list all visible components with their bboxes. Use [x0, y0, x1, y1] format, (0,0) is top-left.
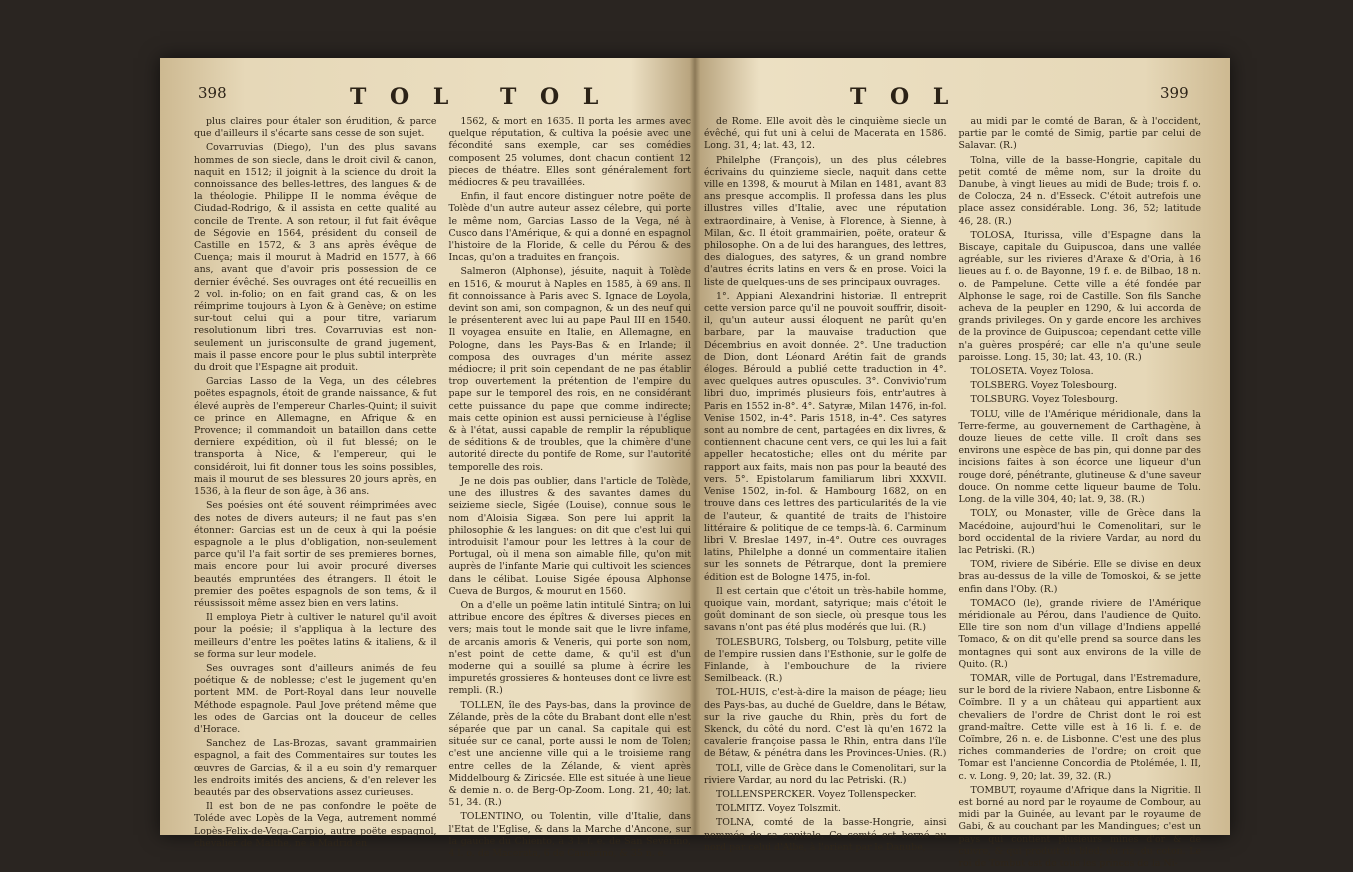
text-paragraph: Salmeron (Alphonse), jésuite, naquit à Tolède en 1516, & mourut à Naples en 1585, à 69 ans. Il fit connoissance à Paris avec S. Ignace de Loyola, devint son ami, son compagnon, & un des neuf qui le présenterent avec lui au pape Paul III en 1540. Il voyagea ensuite en Italie, en Allemagne, en Pologne, dans les Pays-Bas & en Irlande; il composa des ouvrages d'un mérite assez médiocre; il prit soin cependant de ne pas établir trop ouvertement la prétention de l'empire du pape sur le temporel des rois, en ne considérant cette puissance du pape que comme indirecte; mais cette opinion est aussi pernicieuse à l'église & à l'état, aussi capable de remplir la république de séditions & de troubles, que la chimère d'une autorité directe du pontife de Rome, sur l'autorité temporelle des rois.	[448, 266, 691, 473]
text-paragraph: TOMACO (le), grande riviere de l'Amérique méridionale au Pérou, dans l'audience de Quito. Elle tire son nom d'un village d'Indiens appellé Tomaco, & on dit qu'elle prend sa source dans les montagnes qui sont aux environs de la ville de Quito. (R.)	[958, 597, 1201, 670]
text-paragraph: Tolna, ville de la basse-Hongrie, capitale du petit comté de même nom, sur la droite du Danube, à vingt lieues au midi de Bude; trois f. o. de Colocza, 24 n. d'Esseck. C'étoit autrefois une place assez considérable. Long. 36, 52; latitude 46, 28. (R.)	[958, 154, 1201, 227]
left-column-2	[449, 116, 692, 862]
text-paragraph: Ses poésies ont été souvent réimprimées avec des notes de divers auteurs; il ne faut pas s'en étonner: Garcias est un de ceux à qui la poésie espagnole a le plus d'obligation, non-seulement parce qu'il l'a fait sortir de ses premieres bornes, mais encore pour lui avoir procuré diverses beautés empruntées des étrangers. Il étoit le premier des poëtes espagnols de son tems, & il réussissoit même assez bien en vers latins.	[194, 500, 437, 609]
text-paragraph: de Rome. Elle avoit dès le cinquième siecle un évêché, qui fut uni à celui de Macerata en 1586. Long. 31, 4; lat. 43, 12.	[704, 116, 947, 152]
left-column-1	[194, 116, 437, 862]
running-head-right: T O L	[850, 84, 957, 110]
right-column-1	[704, 116, 947, 872]
text-paragraph: 1°. Appiani Alexandrini historiæ. Il entreprit cette version parce qu'il ne pouvoit souffrir, disoit-il, qu'un auteur aussi éloquent ne parût qu'en barbare, par la mauvaise traduction que Décembrius en avoit donnée. 2°. Une traduction de Dion, dont Léonard Arétin fait de grands éloges. Bérould a publié cette traduction in 4°. avec quelques autres opuscules. 3°. Convivio'rum libri duo, imprimés plusieurs fois, entr'autres à Paris en 1552 in-8°. 4°. Satyræ, Milan 1476, in-fol. Venise 1502, in-4°. Paris 1518, in-4°. Ces satyres sont au nombre de cent, partagées en dix livres, & contiennent chacune cent vers, ce qui les lui a fait appeller hecatostiche; elles ont du mérite par rapport aux faits, mais non pas pour la beauté des vers. 5°. Epistolarum familiarum libri XXXVII. Venise 1502, in-fol. & Hambourg 1682, on en trouve dans ces lettres des particularités de la vie de l'auteur, & quantité de traits de l'histoire littéraire & politique de ce temps-là. 6. Carminum libri V. Breslae 1497, in-4°. Outre ces ouvrages latins, Philelphe a donné un commentaire italien sur les sonnets de Pétrarque, dont la premiere édition est de Bologne 1475, in-fol.	[704, 290, 947, 583]
page-number-left: 398	[198, 84, 227, 102]
page-number-right: 399	[1160, 84, 1189, 102]
text-paragraph: TOLSBERG. Voyez Tolesbourg.	[970, 380, 1117, 392]
text-paragraph: Il est certain que c'étoit un très-habile homme, quoique vain, mordant, satyrique; mais c'étoit le goût dominant de son siecle, où presque tous les savans n'ont pas été plus modérés que lui. (R.)	[704, 585, 947, 634]
text-paragraph: 1562, & mort en 1635. Il porta les armes avec quelque réputation, & cultiva la poésie avec une fécondité sans exemple, car ses comédies composent 25 volumes, dont chacun contient 12 pieces de théatre. Elles sont généralement fort médiocres & peu travaillées.	[448, 116, 691, 189]
running-head-left-center: T O L	[500, 84, 607, 110]
text-paragraph: TOLY, ou Monaster, ville de Grèce dans la Macédoine, aujourd'hui le Comenolitari, sur le bord occidental de la riviere Vardar, au nord du lac Petriski. (R.)	[958, 508, 1201, 556]
text-paragraph: Sanchez de Las-Brozas, savant grammairien espagnol, a fait des Commentaires sur toutes les œuvres de Garcias, & il a eu soin d'y remarquer les endroits imités des anciens, & d'en relever les beautés par des observations assez curieuses.	[194, 738, 437, 798]
text-paragraph: TOLESBURG, Tolsberg, ou Tolsburg, petite ville de l'empire russien dans l'Esthonie, sur le golfe de Finlande, à l'embouchure de la riviere Semilbeack. (R.)	[704, 636, 947, 685]
left-page-header	[190, 76, 695, 116]
text-paragraph: TOLU, ville de l'Amérique méridionale, dans la Terre-ferme, au gouvernement de Carthagène, à douze lieues de cette ville. Il croît dans ses environs une espèce de bas pin, qui donne par des incisions faites à son écorce une liqueur d'un rouge doré, pénétrante, glutineuse & d'une saveur douce. On nomme cette liqueur baume de Tolu. Long. de la ville 304, 40; lat. 9, 38. (R.)	[958, 408, 1201, 506]
text-paragraph: TOLENTINO, ou Tolentin, ville d'Italie, dans l'Etat de l'Eglise, & dans la Marche d'Ancone, sur la gauche du Chiento, à 3 l. f. e. de San Sevérino, 4 l. o. de Macerata, 6 de Camérino, & 35 n. e.	[448, 811, 691, 859]
text-paragraph: TOL-HUIS, c'est-à-dire la maison de péage; lieu des Pays-bas, au duché de Gueldre, dans le Bétaw, sur la rive gauche du Rhin, près du fort de Skenck, du côté du nord. C'est là qu'en 1672 la cavalerie françoise passa le Rhin, entra dans l'île de Bétaw, & pénétra dans les Provinces-Unies. (R.)	[704, 687, 947, 760]
text-paragraph: On a d'elle un poëme latin intitulé Sintra; on lui attribue encore des épîtres & diverses pieces en vers; mais tout le monde sait que le livre infame, de arcanis amoris & Veneris, qui porte son nom, n'est point de cette dame, & qu'il est d'un moderne qui a souillé sa plume à écrire les impuretés grossieres & honteuses dont ce livre est rempli. (R.)	[448, 599, 691, 697]
text-paragraph: TOLI, ville de Grèce dans le Comenolitari, sur la riviere Vardar, au nord du lac Petriski. (R.)	[704, 762, 947, 786]
text-paragraph: TOLOSA, Iturissa, ville d'Espagne dans la Biscaye, capitale du Guipuscoa, dans une vallée agréable, sur les rivieres d'Araxe & d'Oria, à 16 lieues au f. o. de Bayonne, 19 f. e. de Bilbao, 18 n. o. de Pampelune. Cette ville a été fondée par Alphonse le sage, roi de Castille. Son fils Sanche acheva de la peupler en 1290, & lui accorda de grands privileges. On y garde encore les archives de la province de Guipuscoa; cependant cette ville n'a guères prospéré; car elle n'a qu'une seule paroisse. Long. 15, 30; lat. 43, 10. (R.)	[958, 229, 1201, 363]
text-paragraph: au midi par le comté de Baran, & à l'occident, partie par le comté de Simig, partie par celui de Salavar. (R.)	[958, 116, 1201, 152]
text-paragraph: Je ne dois pas oublier, dans l'article de Tolède, une des illustres & des savantes dames du seizieme siecle, Sigée (Louise), connue sous le nom d'Aloisia Sigæa. Son pere lui apprit la philosophie & les langues: on dit que c'est lui qui introduisit l'amour pour les lettres à la cour de Portugal, où il mena son aimable fille, qu'on mit auprès de l'infante Marie qui cultivoit les sciences dans le célibat. Louise Sigée épousa Alphonse Cueva de Burgos, & mourut en 1560.	[448, 475, 691, 597]
text-paragraph: TOLMITZ. Voyez Tolszmit.	[716, 803, 841, 815]
text-paragraph: TOLNA, comté de la basse-Hongrie, ainsi nommée de sa capitale. Ce comté est borné au nord par celui d'Albe, à l'orient par le Danube,	[704, 817, 947, 853]
text-paragraph: TOMAR, ville de Portugal, dans l'Estremadure, sur le bord de la riviere Nabaon, entre Lisbonne & Coïmbre. Il y a un château qui appartient aux chevaliers de l'ordre de Christ dont le roi est grand-maître. Cette ville est à 16 li. f. e. de Coïmbre, 26 n. e. de Lisbonne. C'est une des plus riches commanderies de l'ordre; on croit que Tomar est l'ancienne Concordia de Ptolémée, l. II, c. v. Long. 9, 20; lat. 39, 32. (R.)	[958, 672, 1201, 782]
right-page	[700, 76, 1205, 869]
text-paragraph: TOLLEN, île des Pays-bas, dans la province de Zélande, près de la côte du Brabant dont elle n'est séparée que par un canal. Sa capitale qui est située sur ce canal, porte aussi le nom de Tolen; c'est une ancienne ville qui a le troisieme rang entre celles de la Zélande, & vient après Middelbourg & Ziricsée. Elle est située à une lieue & demie n. o. de Berg-Op-Zoom. Long. 21, 40; lat. 51, 34. (R.)	[448, 699, 691, 809]
text-paragraph: TOLOSETA. Voyez Tolosa.	[970, 366, 1094, 378]
left-page	[190, 76, 695, 859]
text-paragraph: TOM, riviere de Sibérie. Elle se divise en deux bras au-dessus de la ville de Tomoskoi, & se jette enfin dans l'Oby. (R.)	[958, 559, 1201, 595]
text-paragraph: Garcias Lasso de la Vega, un des célebres poëtes espagnols, étoit de grande naissance, & fut élevé auprès de l'empereur Charles-Quint; il suivit ce prince en Allemagne, en Afrique & en Provence; il commandoit un bataillon dans cette derniere expédition, où il fut blessé; on le transporta à Nice, & l'empereur, qui le considéroit, lui fit donner tous les soins possibles, mais il mourut de ses blessures 20 jours après, en 1536, à la fleur de son âge, à 36 ans.	[194, 376, 437, 498]
right-page-header	[700, 76, 1205, 116]
right-column-2	[959, 116, 1202, 872]
text-paragraph: Ses ouvrages sont d'ailleurs animés de feu poétique & de noblesse; c'est le jugement qu'en portent MM. de Port-Royal dans leur nouvelle Méthode espagnole. Paul Jove prétend même que les odes de Garcias ont la douceur de celles d'Horace.	[194, 662, 437, 735]
text-paragraph: plus claires pour étaler son érudition, & parce que d'ailleurs il s'écarte sans cesse de son sujet.	[194, 116, 437, 140]
open-book	[160, 58, 1230, 869]
text-paragraph: TOLSBURG. Voyez Tolesbourg.	[970, 394, 1119, 406]
text-paragraph: TOMBUT, royaume d'Afrique dans la Nigritie. Il est borné au nord par le royaume de Combour, au midi par la Guinée, au levant par le royaume de Gabi, & au couchant par les Mandingues; c'est un pays qui contient plusieurs mines d'or & de cuivre, & qui produit du bled, du riz, du coton. Le roi de Tombut est de tous les princes de la Ni-	[958, 784, 1201, 869]
text-paragraph: Covarruvias (Diego), l'un des plus savans hommes de son siecle, dans le droit civil & canon, naquit en 1512; il joignit à la science du droit la connoissance des belles-lettres, des langues & de la théologie. Philippe II le nomma évêque de Ciudad-Rodrigo, & il assista en cette qualité au concile de Trente. A son retour, il fut fait évêque de Ségovie en 1564, président du conseil de Castille en 1572, & 3 ans après évêque de Cuença; mais il mourut à Madrid en 1577, à 66 ans, avant que d'avoir pris possession de ce dernier évêché. Ses ouvrages ont été recueillis en 2 vol. in-folio; on en fait grand cas, & on les réimprime toujours à Lyon & à Genève; on estime sur-tout celui qui a pour titre, variarum resolutionum libri tres. Covarruvias est non-seulement un jurisconsulte de grand jugement, mais il passe encore pour le plus subtil interprète du droit que l'Espagne ait produit.	[194, 142, 437, 374]
text-paragraph: Il est bon de ne pas confondre le poëte de Toléde avec Lopès de la Vega, autrement nommé Lopès-Felix-de-Vega-Carpio, autre poëte espagnol, chevalier de Malthe, né à Madrid en	[194, 801, 437, 849]
left-page-columns	[190, 116, 695, 862]
text-paragraph: Il employa Pietr à cultiver le naturel qu'il avoit pour la poésie; il s'appliqua à la lecture des meilleurs d'entre les poëtes latins & italiens, & il se forma sur leur modele.	[194, 612, 437, 660]
running-head-left: T O L	[350, 84, 457, 110]
text-paragraph: Philelphe (François), un des plus célebres écrivains du quinzieme siecle, naquit dans cette ville en 1398, & mourut à Milan en 1481, avant 83 ans presque accomplis. Il professa dans les plus illustres villes d'Italie, avec une réputation extraordinaire, à Venise, à Florence, à Sienne, à Milan, &c. Il étoit grammairien, poëte, orateur & philosophe. On a de lui des harangues, des lettres, des dialogues, des satyres, & un grand nombre d'autres écrits latins en vers & en prose. Voici la liste de quelques-uns de ses principaux ouvrages.	[704, 154, 947, 288]
right-page-columns	[700, 116, 1205, 872]
text-paragraph: Enfin, il faut encore distinguer notre poëte de Tolède d'un autre auteur assez célebre, qui porte le même nom, Garcias Lasso de la Vega, né à Cusco dans l'Amérique, & qui a donné en espagnol l'histoire de la Floride, & celle du Pérou & des Incas, qu'on a traduites en françois.	[448, 191, 691, 264]
text-paragraph: TOLLENSPERCKER. Voyez Tollenspecker.	[716, 788, 917, 800]
